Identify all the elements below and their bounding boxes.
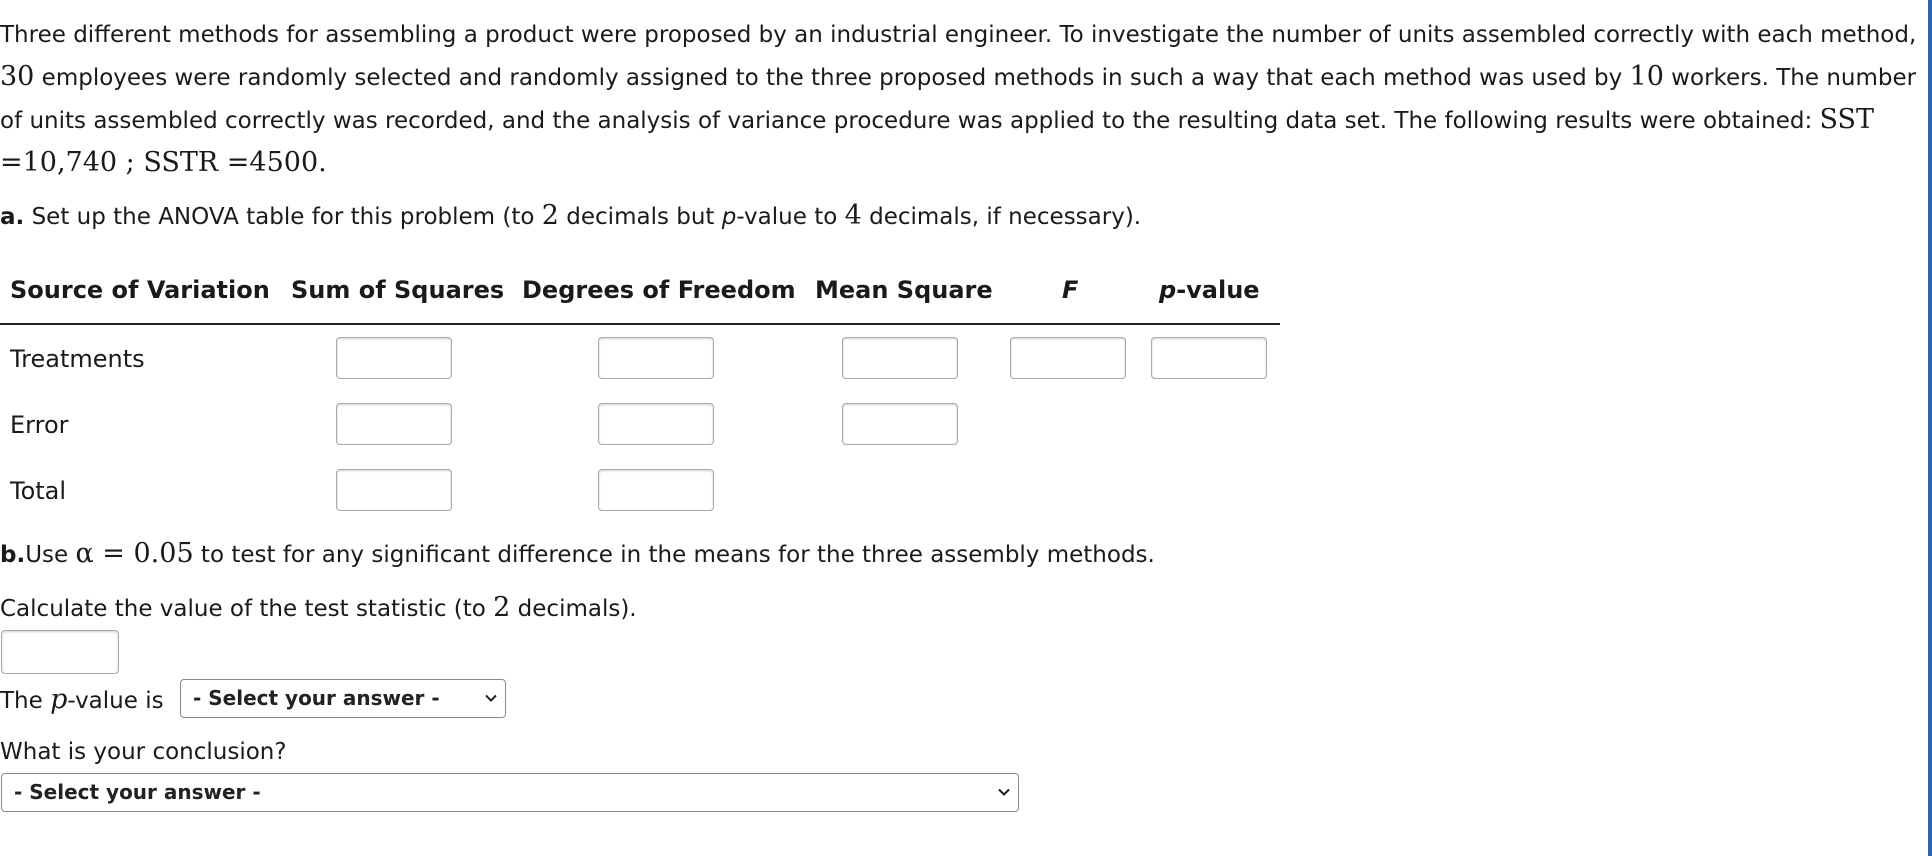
- treatments-mean-square-input[interactable]: [842, 337, 958, 379]
- chevron-down-icon: [485, 692, 497, 704]
- row-treatments: [0, 325, 1280, 391]
- problem-statement: Three different methods for assembling a product were proposed by an industrial engineer. To investigate the number of units assembled correctly with each method, 30 employees were randomly selected and randomly assigned to the three proposed methods in such a way that each method was used by 10 workers. The number of units assembled correctly was recorded, and the analysis of variance procedure was applied to the resulting data set. The following results were obtained: SST =10,740 ; SSTR =4500.: [0, 22, 1917, 178]
- total-degrees-of-freedom-input[interactable]: [598, 469, 714, 511]
- header-p-value: p-value: [1159, 276, 1260, 304]
- test-statistic-input[interactable]: [1, 630, 119, 674]
- results-values: SST =10,740 ; SSTR =4500: [0, 104, 1875, 178]
- part-a-instruction: a. Set up the ANOVA table for this problem (to 2 decimals but p-value to 4 decimals, if necessary).: [0, 200, 1142, 231]
- total-sum-of-squares-input[interactable]: [336, 469, 452, 511]
- header-source: Source of Variation: [10, 276, 270, 304]
- employees-count: 30: [0, 61, 35, 92]
- right-edge-bar: [1928, 0, 1932, 856]
- row-label: Treatments: [10, 345, 145, 373]
- p-value-select-label: - Select your answer -: [193, 686, 440, 710]
- treatments-p-value-input[interactable]: [1151, 337, 1267, 379]
- conclusion-select[interactable]: [1, 773, 1019, 812]
- workers-count: 10: [1629, 61, 1664, 92]
- row-label: Total: [10, 477, 67, 505]
- error-degrees-of-freedom-input[interactable]: [598, 403, 714, 445]
- header-degrees-of-freedom: Degrees of Freedom: [522, 276, 796, 304]
- treatments-degrees-of-freedom-input[interactable]: [598, 337, 714, 379]
- anova-header-row: [0, 270, 1280, 325]
- header-f: F: [1062, 276, 1079, 304]
- conclusion-select-label: - Select your answer -: [14, 780, 261, 804]
- error-sum-of-squares-input[interactable]: [336, 403, 452, 445]
- row-error: [0, 391, 1280, 457]
- p-value-select[interactable]: [180, 679, 506, 718]
- row-label: Error: [10, 411, 69, 439]
- part-b-instruction: b.Use α = 0.05 to test for any significant difference in the means for the three assembly methods.: [0, 538, 1155, 569]
- anova-table: [0, 270, 1280, 523]
- error-mean-square-input[interactable]: [842, 403, 958, 445]
- conclusion-question: What is your conclusion?: [0, 739, 287, 765]
- test-statistic-prompt: Calculate the value of the test statistic (to 2 decimals).: [0, 592, 637, 623]
- alpha-value: α = 0.05: [75, 538, 194, 569]
- header-sum-of-squares: Sum of Squares: [291, 276, 505, 304]
- row-total: [0, 457, 1280, 523]
- chevron-down-icon: [998, 786, 1010, 798]
- p-value-prompt: The p-value is: [0, 684, 164, 715]
- header-mean-square: Mean Square: [815, 276, 993, 304]
- treatments-f-input[interactable]: [1010, 337, 1126, 379]
- treatments-sum-of-squares-input[interactable]: [336, 337, 452, 379]
